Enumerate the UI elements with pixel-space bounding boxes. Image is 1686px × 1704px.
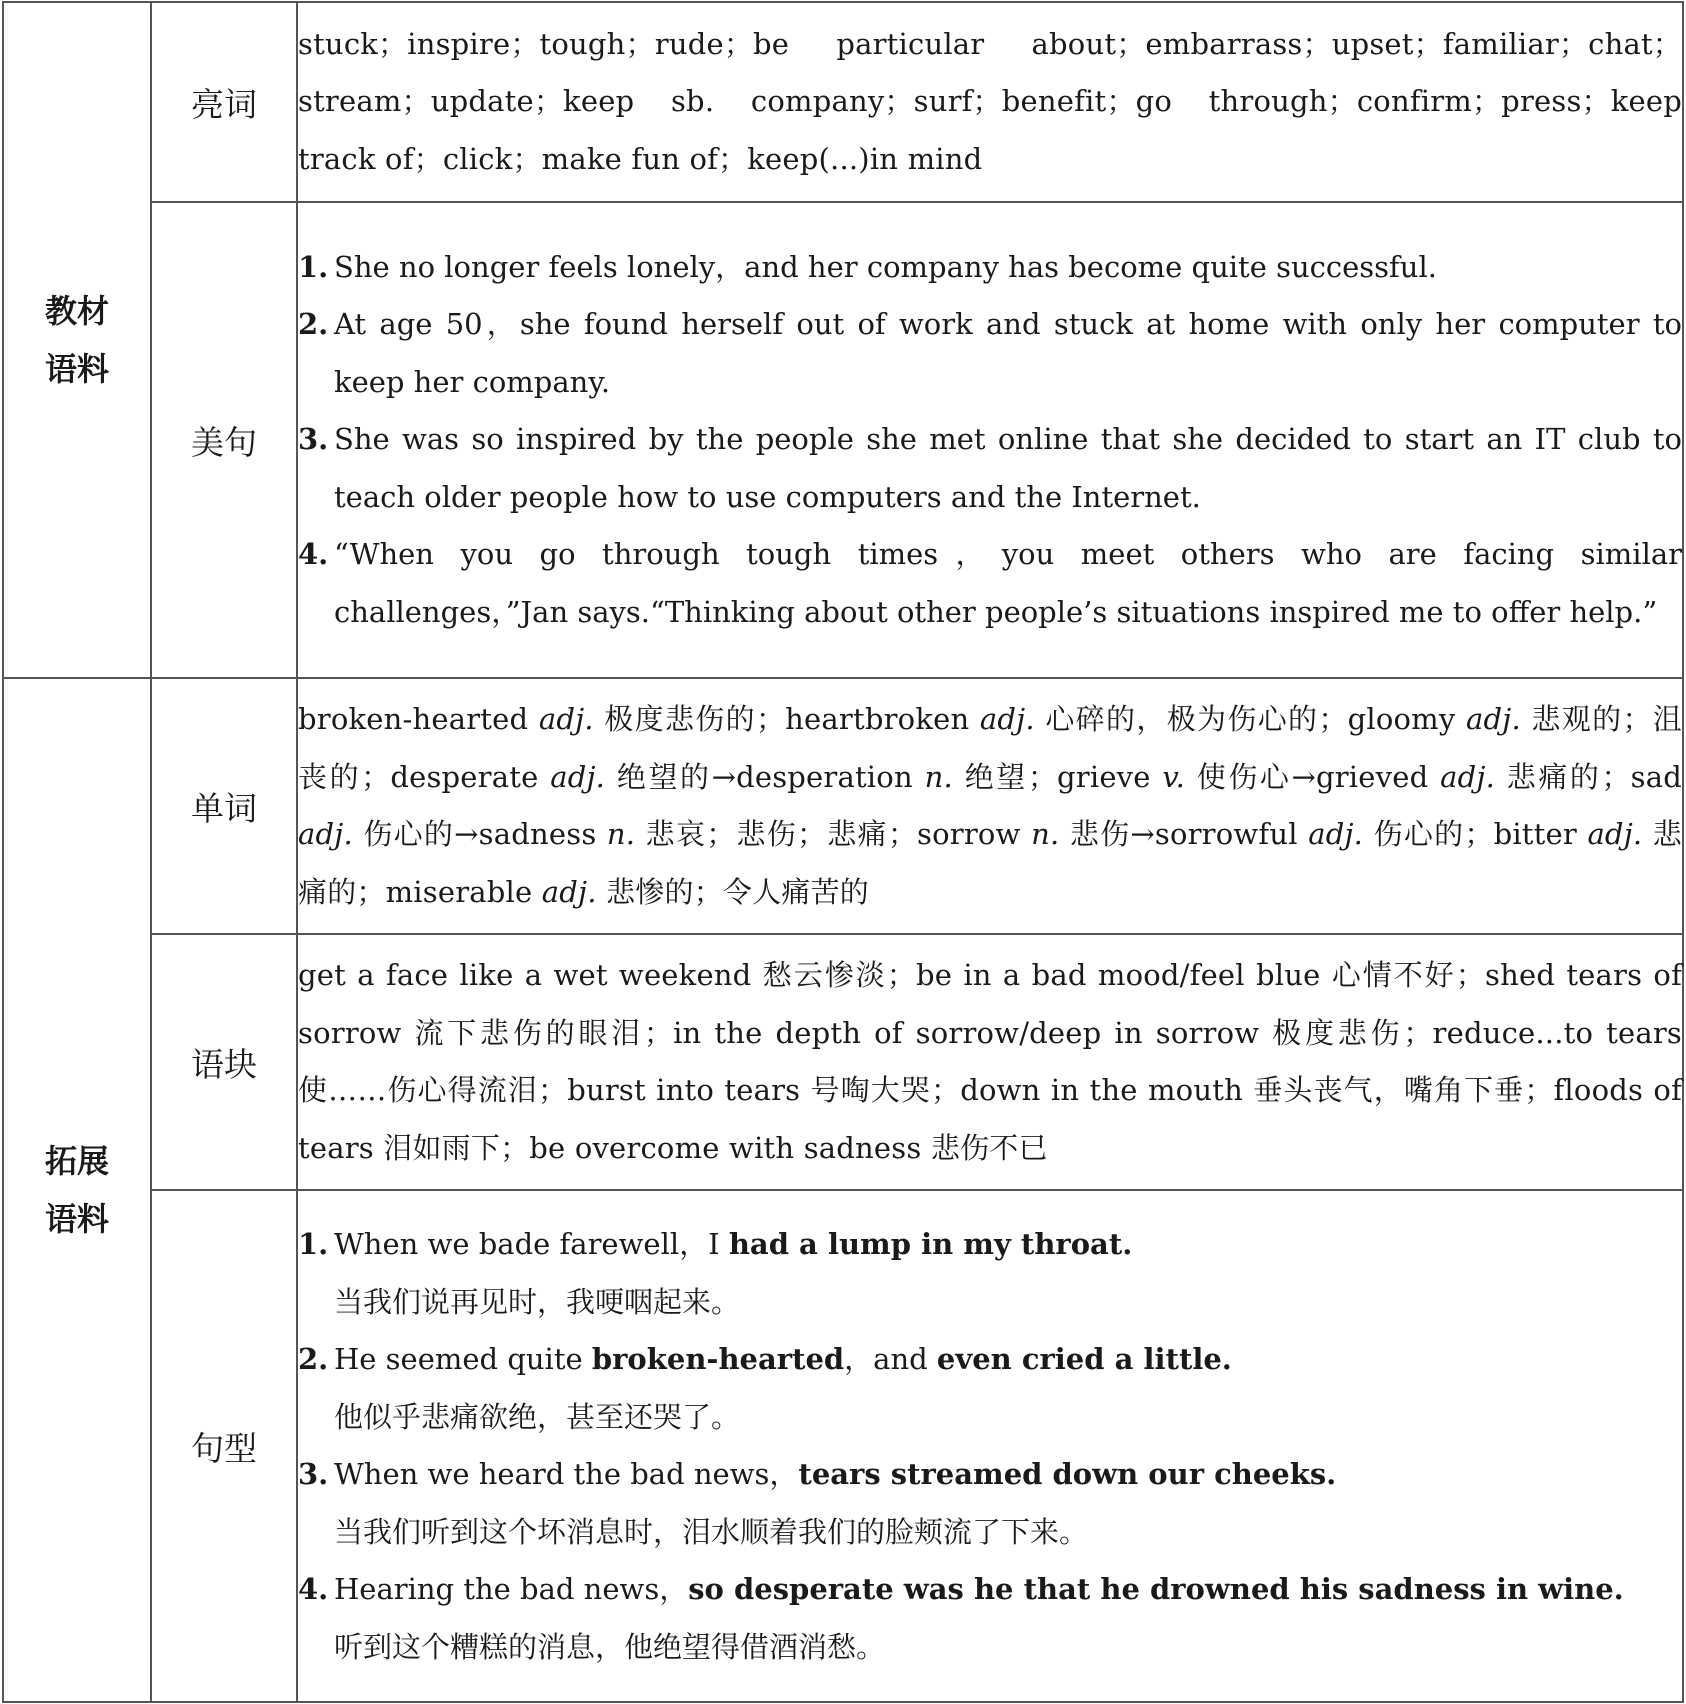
word-text: 绝望的→desperation: [605, 759, 925, 794]
word-text: 伤心的→sadness: [352, 817, 607, 851]
table-row: [3, 1190, 1683, 1702]
row-label: 亮词: [151, 2, 297, 202]
category-label: 拓展: [44, 1142, 109, 1180]
word-text: broken-hearted: [298, 702, 539, 736]
word-text: 悲伤→sorrowful: [1059, 817, 1309, 851]
highlight-words-text: stuck；inspire；tough；rude；be particular about；embarrass；upset；familiar；chat；stream；update；keep sb. company；surf；benefit；go through；confirm；press；keep track of；click；make fun of；keep(...)in mind: [298, 26, 1682, 176]
table-row: [3, 2, 1683, 202]
word-text: 悲痛的；sad: [1495, 759, 1683, 794]
category-label: 语料: [44, 1200, 109, 1238]
part-of-speech: adj.: [979, 702, 1035, 736]
list-item: [298, 1331, 1682, 1446]
list-item: [298, 1446, 1682, 1561]
sentence-text: Hearing the bad news，: [334, 1572, 689, 1606]
part-of-speech: n.: [924, 759, 953, 794]
word-text: 悲痛的；miserable: [298, 817, 1682, 909]
chunks-text: get a face like a wet weekend 愁云惨淡；be in a bad mood/feel blue 心情不好；shed tears of sorrow 流下悲伤的眼泪；in the depth of sorrow/deep in sorrow 极度悲伤；reduce...to tears 使……伤心得流泪；burst into tears 号啕大哭；down in the mouth 垂头丧气，嘴角下垂；floods of tears 泪如雨下；be overcome with sadness 悲伤不已: [298, 958, 1682, 1165]
part-of-speech: adj.: [1308, 817, 1364, 851]
content-cell: [297, 202, 1683, 678]
word-text: 悲惨的；令人痛苦的: [596, 874, 869, 909]
category-label: 教材: [44, 292, 109, 330]
category-cell: [3, 678, 151, 1702]
list-item: [298, 239, 1682, 297]
row-label: 单词: [151, 678, 297, 934]
part-of-speech: adj.: [1440, 759, 1495, 794]
content-cell: [297, 1190, 1683, 1702]
list-item: [298, 296, 1682, 411]
item-text: She was so inspired by the people she met online that she decided to start an IT club to teach older people how to use computers and the Internet.: [334, 422, 1682, 514]
content-cell: [297, 934, 1683, 1190]
sentence-highlight: even cried a little.: [936, 1342, 1232, 1376]
part-of-speech: adj.: [550, 759, 606, 794]
sentence-highlight: tears streamed down our cheeks.: [798, 1457, 1337, 1491]
row-label: 句型: [151, 1190, 297, 1702]
list-item: [298, 1561, 1682, 1676]
table-row: [3, 678, 1683, 934]
sentence-translation: 当我们说再见时，我哽咽起来。: [334, 1284, 741, 1319]
sentence-highlight: had a lump in my throat.: [728, 1227, 1133, 1261]
item-number: 3.: [298, 1457, 329, 1491]
sentence-highlight: broken-hearted: [591, 1342, 845, 1376]
words-text: [298, 691, 1682, 921]
item-number: 4.: [298, 1572, 329, 1606]
row-label: 语块: [151, 934, 297, 1190]
sentence-translation: 他似乎悲痛欲绝，甚至还哭了。: [334, 1399, 741, 1434]
category-label: 语料: [44, 350, 109, 388]
item-number: 4.: [298, 537, 329, 572]
word-text: 悲哀；悲伤；悲痛；sorrow: [635, 817, 1032, 851]
word-text: 伤心的；bitter: [1363, 817, 1588, 851]
part-of-speech: adj.: [538, 702, 594, 736]
sentence-highlight: so desperate was he that he drowned his sadness in wine.: [688, 1572, 1624, 1606]
word-text: 悲观的；沮丧的；desperate: [298, 702, 1683, 794]
part-of-speech: adj.: [1587, 817, 1643, 851]
sentence-translation: 当我们听到这个坏消息时，泪水顺着我们的脸颊流了下来。: [334, 1514, 1089, 1549]
table-row: [3, 202, 1683, 678]
item-number: 2.: [298, 307, 329, 342]
part-of-speech: v.: [1162, 759, 1185, 794]
word-text: 使伤心→grieved: [1184, 759, 1441, 794]
item-number: 2.: [298, 1342, 329, 1376]
sentence-text: ，and: [844, 1342, 937, 1376]
sentence-text: He seemed quite: [334, 1342, 592, 1376]
part-of-speech: n.: [606, 817, 636, 851]
word-text: 绝望；grieve: [952, 759, 1163, 794]
sentence-text: When we heard the bad news，: [334, 1457, 799, 1491]
list-item: [298, 1216, 1682, 1331]
content-cell: [297, 2, 1683, 202]
list-item: [298, 526, 1682, 641]
list-item: [298, 411, 1682, 526]
sentence-text: When we bade farewell，I: [334, 1227, 729, 1261]
vocabulary-table: [2, 1, 1684, 1703]
word-text: 心碎的，极为伤心的；gloomy: [1034, 702, 1466, 736]
item-text: “When you go through tough times，you meet others who are facing similar challenges，”Jan says.“Thinking about other people’s situations inspired me to offer help.”: [334, 537, 1682, 629]
item-number: 3.: [298, 422, 329, 457]
part-of-speech: adj.: [1466, 702, 1521, 736]
category-cell: [3, 2, 151, 678]
part-of-speech: adj.: [541, 874, 597, 909]
sentence-translation: 听到这个糟糕的消息，他绝望得借酒消愁。: [334, 1629, 886, 1664]
item-number: 1.: [298, 249, 329, 284]
word-text: 极度悲伤的；heartbroken: [593, 702, 980, 736]
row-label: 美句: [151, 202, 297, 678]
item-number: 1.: [298, 1227, 329, 1261]
item-text: At age 50，she found herself out of work and stuck at home with only her computer to keep her company.: [334, 307, 1682, 399]
part-of-speech: n.: [1031, 817, 1060, 851]
content-cell: [297, 678, 1683, 934]
item-text: She no longer feels lonely，and her company has become quite successful.: [334, 249, 1437, 284]
table-row: [3, 934, 1683, 1190]
part-of-speech: adj.: [298, 817, 353, 851]
